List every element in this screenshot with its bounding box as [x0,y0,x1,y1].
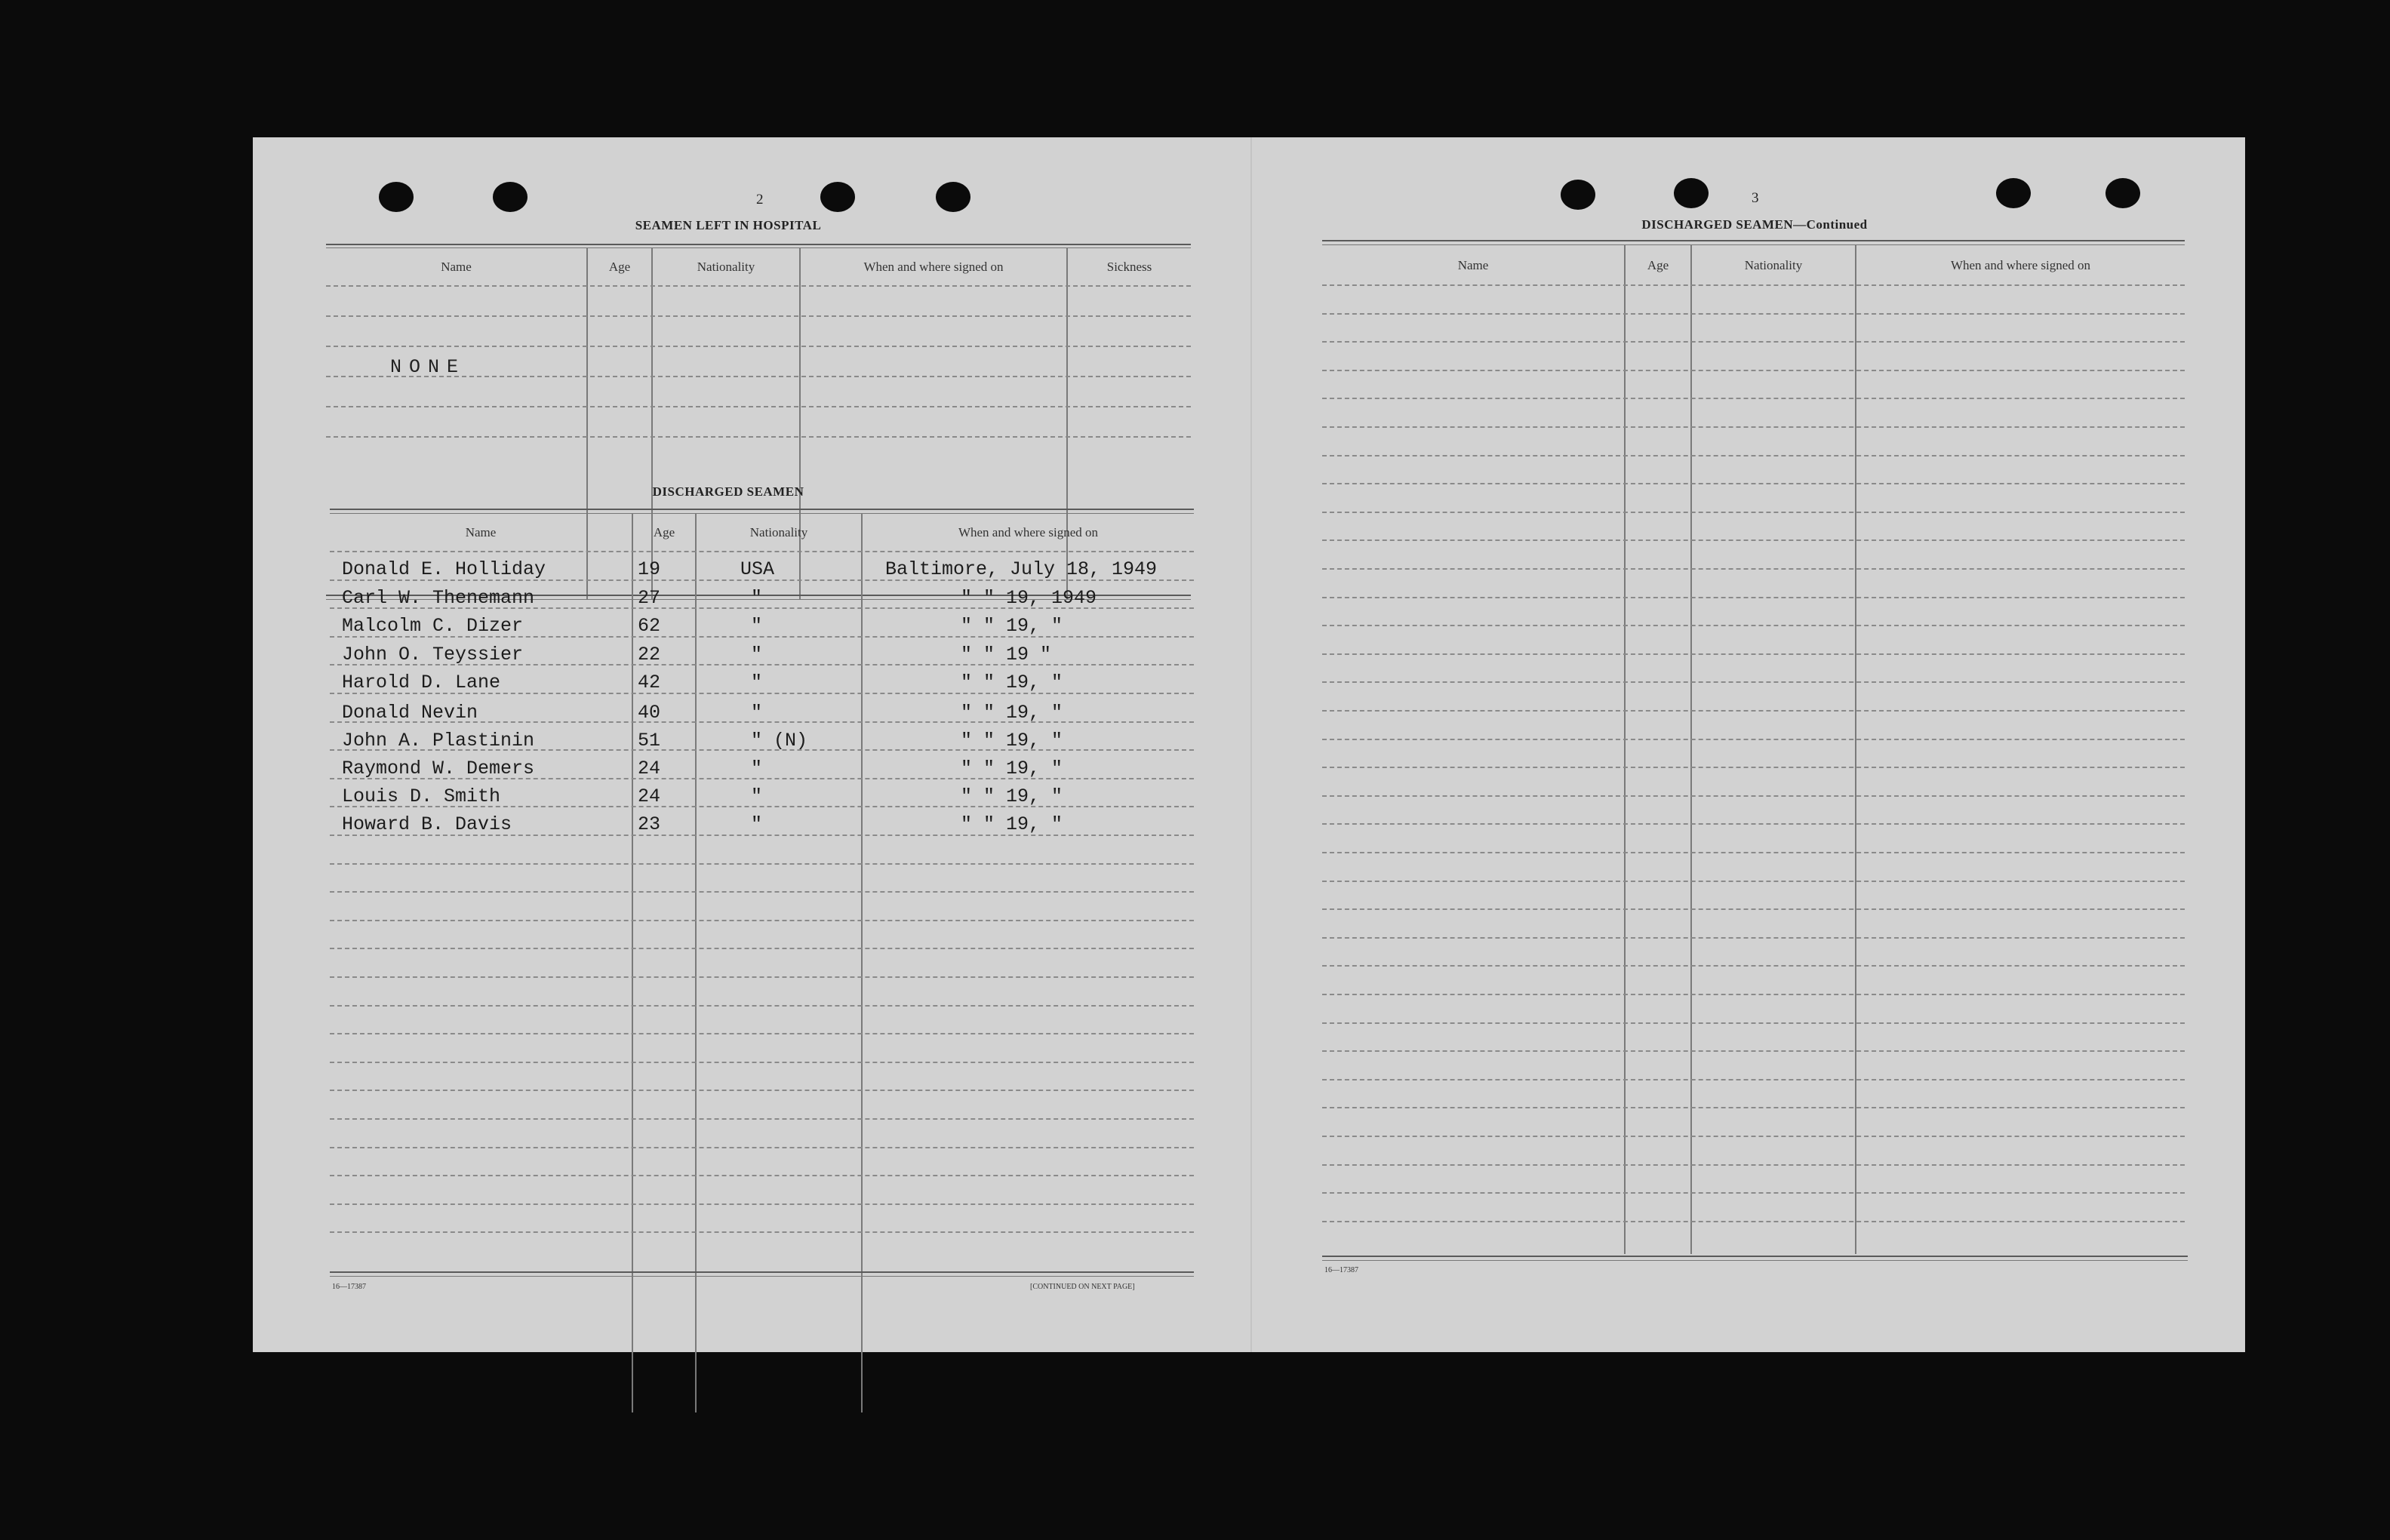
table-row-line [330,1062,1194,1063]
seaman-signed-on: " " 19, " [961,672,1063,693]
discharged-col-nationality: Nationality [749,525,808,539]
table-row-line [1322,681,2185,683]
seaman-age: 27 [638,587,661,609]
section-rule [1322,1260,2188,1261]
form-number: 16—17387 [1324,1266,1358,1274]
table-row-line [1322,568,2185,570]
punch-hole [820,182,855,212]
column-divider [695,513,697,1412]
seaman-age: 51 [638,730,661,752]
table-row-line [1322,739,2185,740]
seaman-signed-on: " " 19, " [961,813,1063,835]
seaman-name: John O. Teyssier [342,644,524,665]
table-row-line [330,1231,1194,1233]
column-divider [586,247,588,599]
continued-col-signed-on: When and where signed on [1950,258,2091,272]
seaman-signed-on: " " 19, " [961,758,1063,779]
section-rule [330,1276,1194,1277]
punch-hole [1996,178,2031,208]
table-row-line [1322,284,2185,286]
column-divider [861,513,863,1412]
seaman-name: Louis D. Smith [342,785,501,807]
table-row-line [1322,426,2185,428]
table-row-line [1322,710,2185,712]
table-row-line [1322,597,2185,598]
table-row-line [330,1147,1194,1148]
table-row-line [1322,823,2185,825]
hospital-col-name: Name [441,260,472,274]
seaman-age: 23 [638,813,661,835]
table-row-line [1322,965,2185,967]
column-divider [1855,244,1856,1254]
table-row-line [330,1033,1194,1034]
punch-hole [2105,178,2140,208]
column-divider [632,513,633,1412]
table-row-line [1322,313,2185,315]
table-row-line [330,551,1194,552]
section-rule [1322,240,2185,241]
table-row-line [330,1175,1194,1176]
section-rule [1322,1256,2188,1257]
section-rule [330,1271,1194,1273]
column-divider [651,247,653,599]
table-row-line [330,1005,1194,1007]
continued-col-name: Name [1457,258,1489,272]
table-row-line [326,406,1191,407]
seaman-signed-on: " " 19, " [961,785,1063,807]
discharged-section-title: DISCHARGED SEAMEN [652,484,804,499]
continued-note: [CONTINUED ON NEXT PAGE] [1030,1283,1135,1291]
punch-hole [493,182,528,212]
table-row-line [1322,937,2185,939]
table-row-line [1322,653,2185,655]
table-row-line [1322,1164,2185,1166]
table-row-line [1322,1221,2185,1222]
seaman-nationality: " [751,702,763,724]
table-row-line [326,436,1191,438]
section-rule [330,513,1194,514]
column-divider [1690,244,1692,1254]
discharged-continued-title: DISCHARGED SEAMEN—Continued [1641,217,1868,232]
seaman-signed-on: " " 19, " [961,702,1063,724]
column-divider [1066,247,1068,599]
section-rule [326,247,1191,248]
table-row-line [1322,1192,2185,1194]
seaman-signed-on: " " 19 " [961,644,1052,665]
seaman-nationality: USA [740,558,775,580]
table-row-line [1322,1079,2185,1080]
table-row-line [1322,370,2185,371]
column-divider [1624,244,1626,1254]
table-row-line [1322,881,2185,882]
table-row-line [1322,1107,2185,1108]
table-row-line [1322,1136,2185,1137]
table-row-line [326,285,1191,287]
table-row-line [1322,852,2185,853]
section-rule [326,244,1191,245]
section-rule [330,509,1194,510]
seaman-name: Malcolm C. Dizer [342,615,524,637]
page-number: 2 [756,192,764,207]
seaman-age: 42 [638,672,661,693]
table-row-line [330,948,1194,949]
continued-col-age: Age [1647,258,1669,272]
seaman-nationality: " [751,672,763,693]
seaman-signed-on: Baltimore, July 18, 1949 [885,558,1158,580]
seaman-nationality: " [751,615,763,637]
seaman-age: 19 [638,558,661,580]
table-row-line [1322,1022,2185,1024]
table-row-line [1322,539,2185,541]
punch-hole [379,182,414,212]
table-row-line [1322,455,2185,456]
seaman-name: Harold D. Lane [342,672,501,693]
table-row-line [1322,994,2185,995]
hospital-col-age: Age [608,260,631,274]
table-row-line [330,976,1194,978]
table-row-line [330,863,1194,865]
form-number: 16—17387 [332,1283,366,1291]
hospital-col-sickness: Sickness [1106,260,1152,274]
document-sheet [253,137,2245,1352]
table-row-line [1322,341,2185,343]
discharged-col-name: Name [465,525,497,539]
table-row-line [326,346,1191,347]
column-divider [799,247,801,599]
table-row-line [330,1090,1194,1091]
table-row-line [1322,767,2185,768]
table-row-line [330,920,1194,921]
table-row-line [1322,625,2185,626]
table-row-line [1322,1050,2185,1052]
seaman-signed-on: " " 19, " [961,730,1063,752]
seaman-age: 22 [638,644,661,665]
seaman-name: Donald E. Holliday [342,558,546,580]
seaman-name: John A. Plastinin [342,730,535,752]
discharged-col-age: Age [653,525,675,539]
seaman-nationality: " (N) [751,730,808,752]
seaman-name: Raymond W. Demers [342,758,535,779]
punch-hole [1674,178,1709,208]
seaman-age: 24 [638,785,661,807]
section-rule [1322,244,2185,245]
hospital-col-signed-on: When and where signed on [863,260,1004,274]
seaman-name: Donald Nevin [342,702,478,724]
seaman-nationality: " [751,644,763,665]
continued-col-nationality: Nationality [1744,258,1803,272]
table-row-line [326,315,1191,317]
seaman-nationality: " [751,813,763,835]
table-row-line [1322,908,2185,910]
page-fold [1250,137,1252,1352]
seaman-name: Carl W. Thenemann [342,587,535,609]
hospital-none-entry: NONE [390,356,466,378]
table-row-line [1322,398,2185,399]
table-row-line [330,1203,1194,1205]
page-number: 3 [1752,190,1759,206]
hospital-section-title: SEAMEN LEFT IN HOSPITAL [635,218,822,232]
table-row-line [1322,483,2185,484]
table-row-line [330,1118,1194,1120]
table-row-line [330,891,1194,893]
table-row-line [1322,512,2185,513]
table-row-line [1322,795,2185,797]
punch-hole [936,182,970,212]
seaman-nationality: " [751,785,763,807]
seaman-age: 40 [638,702,661,724]
hospital-col-nationality: Nationality [697,260,755,274]
seaman-signed-on: " " 19, 1949 [961,587,1097,609]
seaman-age: 24 [638,758,661,779]
discharged-col-signed-on: When and where signed on [958,525,1099,539]
seaman-nationality: " [751,587,763,609]
seaman-signed-on: " " 19, " [961,615,1063,637]
punch-hole [1561,180,1595,210]
seaman-age: 62 [638,615,661,637]
seaman-nationality: " [751,758,763,779]
seaman-name: Howard B. Davis [342,813,512,835]
